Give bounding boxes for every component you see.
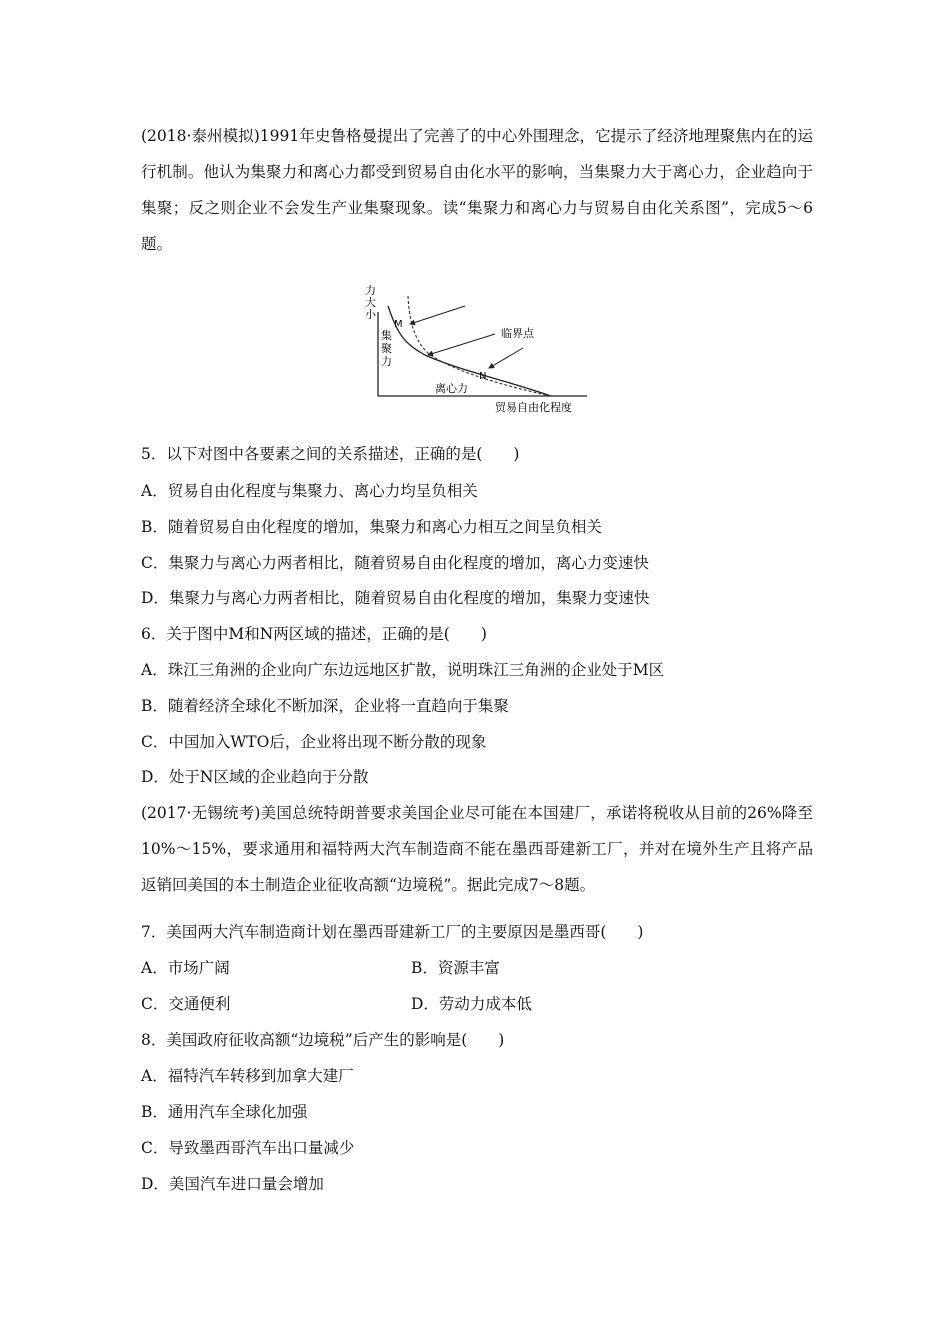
intro-passage-1: (2018·泰州模拟)1991年史鲁格曼提出了完善了的中心外围理念，它提示了经济地理聚焦内在的运行机制。他认为集聚力和离心力都受到贸易自由化水平的影响，当集聚力大于离心力，企业趋向于集聚；反之则企业不会发生产业集聚现象。读“集聚力和离心力与贸易自由化关系图”，完成5～6题。 xyxy=(141,127,813,253)
q5-option-b: B．随着贸易自由化程度的增加，集聚力和离心力相互之间呈负相关 xyxy=(141,518,602,536)
q5-option-a: A．贸易自由化程度与集聚力、离心力均呈负相关 xyxy=(141,482,478,500)
m-arrow xyxy=(410,306,465,324)
q7-stem: 7．美国两大汽车制造商计划在墨西哥建新工厂的主要原因是墨西哥( ) xyxy=(141,923,644,941)
q6-option-b: B．随着经济全球化不断加深，企业将一直趋向于集聚 xyxy=(141,697,509,715)
q8-option-b: B．通用汽车全球化加强 xyxy=(141,1103,308,1121)
q5-option-d: D．集聚力与离心力两者相比，随着贸易自由化程度的增加，集聚力变速快 xyxy=(141,589,650,607)
m-label: M xyxy=(394,319,403,330)
q5-stem: 5．以下对图中各要素之间的关系描述，正确的是( ) xyxy=(141,445,520,463)
q5-option-c: C．集聚力与离心力两者相比，随着贸易自由化程度的增加，离心力变速快 xyxy=(141,554,649,572)
centrifugal-label: 离心力 xyxy=(435,382,468,395)
q7-option-b: B．资源丰富 xyxy=(411,959,500,977)
q8-option-d: D．美国汽车进口量会增加 xyxy=(141,1175,324,1193)
q6-stem: 6．关于图中M和N两区域的描述，正确的是( ) xyxy=(141,625,487,643)
q8-stem: 8．美国政府征收高额“边境税”后产生的影响是( ) xyxy=(141,1031,505,1049)
x-axis-label: 贸易自由化程度 xyxy=(495,401,572,414)
q7-option-c: C．交通便利 xyxy=(141,995,231,1013)
n-label: N xyxy=(479,371,487,382)
agglomeration-label-1: 集 xyxy=(381,329,392,342)
q7-option-a: A．市场广阔 xyxy=(141,959,230,977)
intro-passage-2: (2017·无锡统考)美国总统特朗普要求美国企业尽可能在本国建厂，承诺将税收从目前的26%降至10%～15%，要求通用和福特两大汽车制造商不能在墨西哥建新工厂，并对在境外生产且将产品返销回美国的本土制造企业征收高额“边境税”。据此完成7～8题。 xyxy=(141,804,813,894)
agglomeration-centrifugal-chart xyxy=(355,282,595,414)
q8-option-a: A．福特汽车转移到加拿大建厂 xyxy=(141,1067,354,1085)
agglomeration-label-2: 聚 xyxy=(381,342,392,355)
q6-option-a: A．珠江三角洲的企业向广东边远地区扩散，说明珠江三角洲的企业处于M区 xyxy=(141,661,665,679)
q8-option-c: C．导致墨西哥汽车出口量减少 xyxy=(141,1139,355,1157)
n-arrow xyxy=(489,348,523,368)
q6-option-c: C．中国加入WTO后，企业将出现不断分散的现象 xyxy=(141,733,487,751)
q6-option-d: D．处于N区域的企业趋向于分散 xyxy=(141,768,369,786)
critical-arrow xyxy=(428,334,495,355)
y-axis-label-1: 力 xyxy=(365,284,376,297)
y-axis-label-3: 小 xyxy=(365,308,376,321)
agglomeration-label-3: 力 xyxy=(381,355,392,368)
q7-option-d: D．劳动力成本低 xyxy=(411,995,532,1013)
critical-point-label: 临界点 xyxy=(501,327,534,340)
y-axis-label-2: 大 xyxy=(365,296,376,309)
agglomeration-curve xyxy=(388,306,551,396)
